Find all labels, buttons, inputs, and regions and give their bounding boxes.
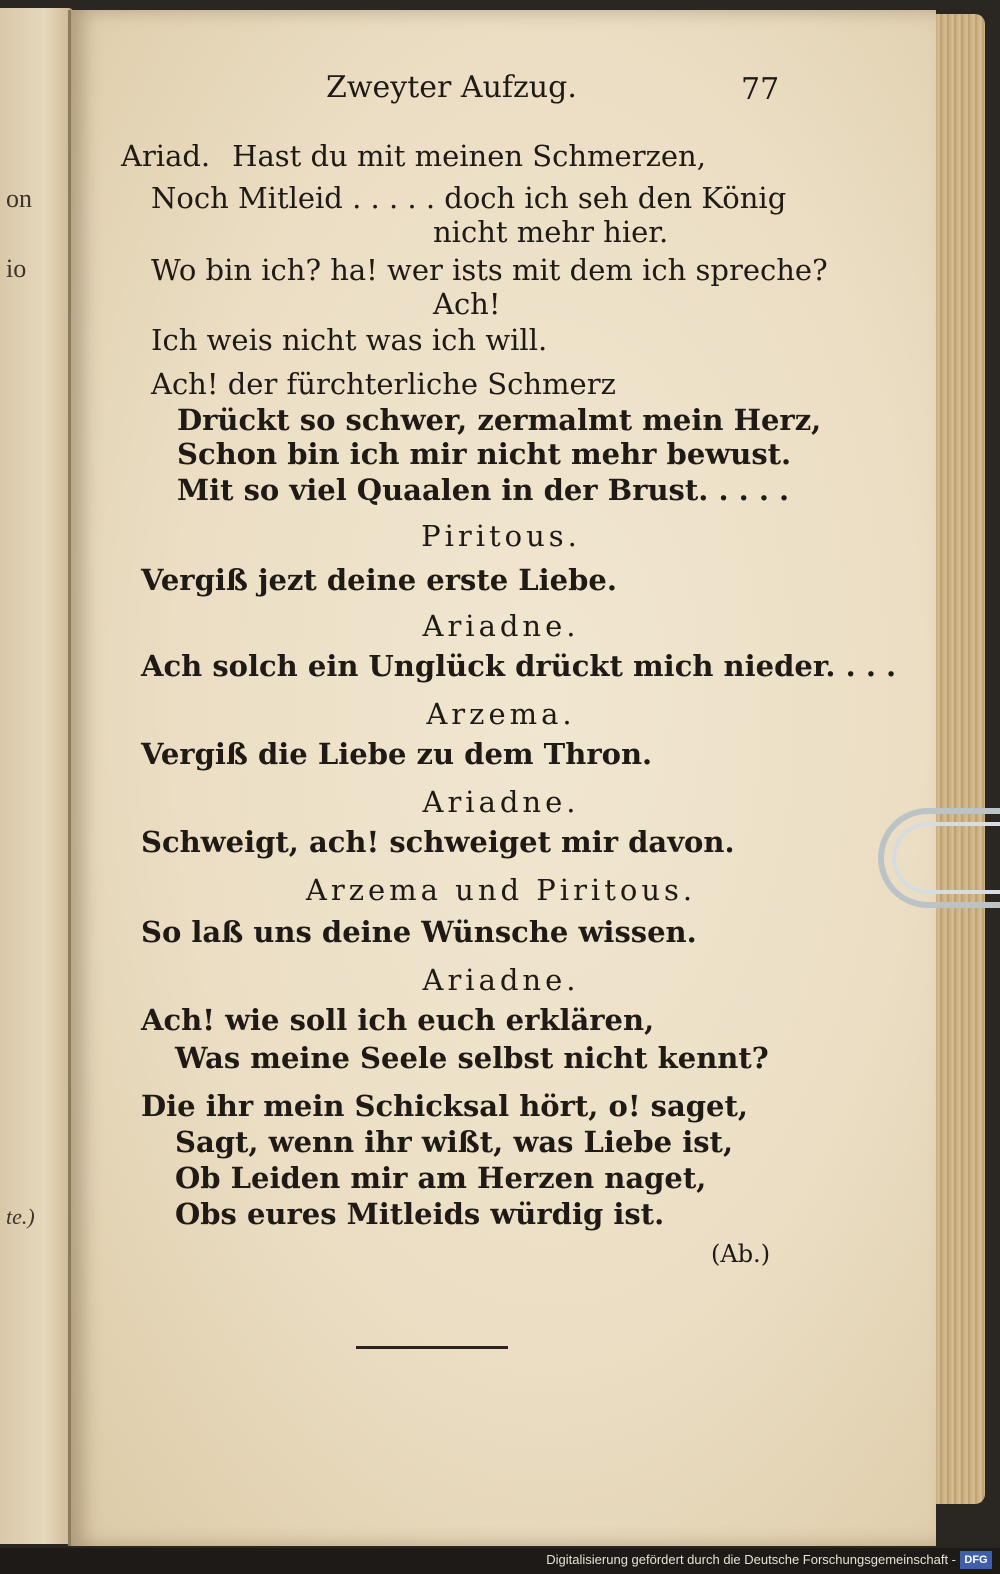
page-number: 77 xyxy=(741,72,780,107)
verse-line: Sagt, wenn ihr wißt, was Liebe ist, xyxy=(175,1125,734,1159)
left-page-fragment: io xyxy=(6,254,27,283)
verse-line: So laß uns deine Wünsche wissen. xyxy=(141,915,697,949)
left-page-fragment: te.) xyxy=(6,1204,35,1229)
verse-line: Ach! wie soll ich euch erklären, xyxy=(141,1003,655,1037)
dfg-logo: DFG xyxy=(960,1551,992,1569)
verse-line: Drückt so schwer, zermalmt mein Herz, xyxy=(177,403,822,437)
verse-line: Ob Leiden mir am Herzen naget, xyxy=(175,1161,707,1195)
verse-line: Obs eures Mitleids würdig ist. xyxy=(175,1197,665,1231)
verse-line: Was meine Seele selbst nicht kennt? xyxy=(175,1041,769,1075)
speaker-name: Ariad. xyxy=(121,139,211,173)
speaker-heading: Arzema. xyxy=(426,697,576,731)
verse-line: Schweigt, ach! schweiget mir davon. xyxy=(141,825,735,859)
verse-line: Vergiß die Liebe zu dem Thron. xyxy=(141,737,653,771)
speaker-heading: Arzema und Piritous. xyxy=(305,873,697,907)
verse-line: Schon bin ich mir nicht mehr bewust. xyxy=(177,437,792,471)
verse-line xyxy=(121,138,706,174)
digitization-footer xyxy=(0,1548,1000,1574)
verse-line: Ach! der fürchterliche Schmerz xyxy=(151,367,616,401)
left-page-edge xyxy=(0,8,74,1544)
stage-direction: (Ab.) xyxy=(711,1240,771,1268)
verse-line: Mit so viel Quaalen in der Brust. . . . . xyxy=(177,473,790,507)
verse-line: Vergiß jezt deine erste Liebe. xyxy=(141,563,617,597)
verse-line: Wo bin ich? ha! wer ists mit dem ich spreche? xyxy=(151,253,828,287)
section-divider xyxy=(356,1346,508,1349)
verse-text: Hast du mit meinen Schmerzen, xyxy=(232,139,706,173)
verse-line: Die ihr mein Schicksal hört, o! saget, xyxy=(141,1089,749,1123)
footer-credit: Digitalisierung gefördert durch die Deutsche Forschungsgemeinschaft - xyxy=(546,1552,956,1567)
verse-line: Ich weis nicht was ich will. xyxy=(151,323,548,357)
verse-line: Noch Mitleid . . . . . doch ich seh den König xyxy=(151,181,787,215)
verse-line: Ach! xyxy=(433,287,501,321)
verse-line: nicht mehr hier. xyxy=(433,215,669,249)
verse-line: Ach solch ein Unglück drückt mich nieder. . . . xyxy=(141,649,897,683)
left-page-fragment: on xyxy=(6,184,32,213)
book-page xyxy=(68,10,936,1546)
running-head: Zweyter Aufzug. xyxy=(326,70,577,105)
speaker-heading: Ariadne. xyxy=(422,609,580,643)
paper-clip-inner-loop xyxy=(892,822,1000,894)
speaker-heading: Ariadne. xyxy=(422,785,580,819)
speaker-heading: Piritous. xyxy=(421,519,581,553)
speaker-heading: Ariadne. xyxy=(422,963,580,997)
